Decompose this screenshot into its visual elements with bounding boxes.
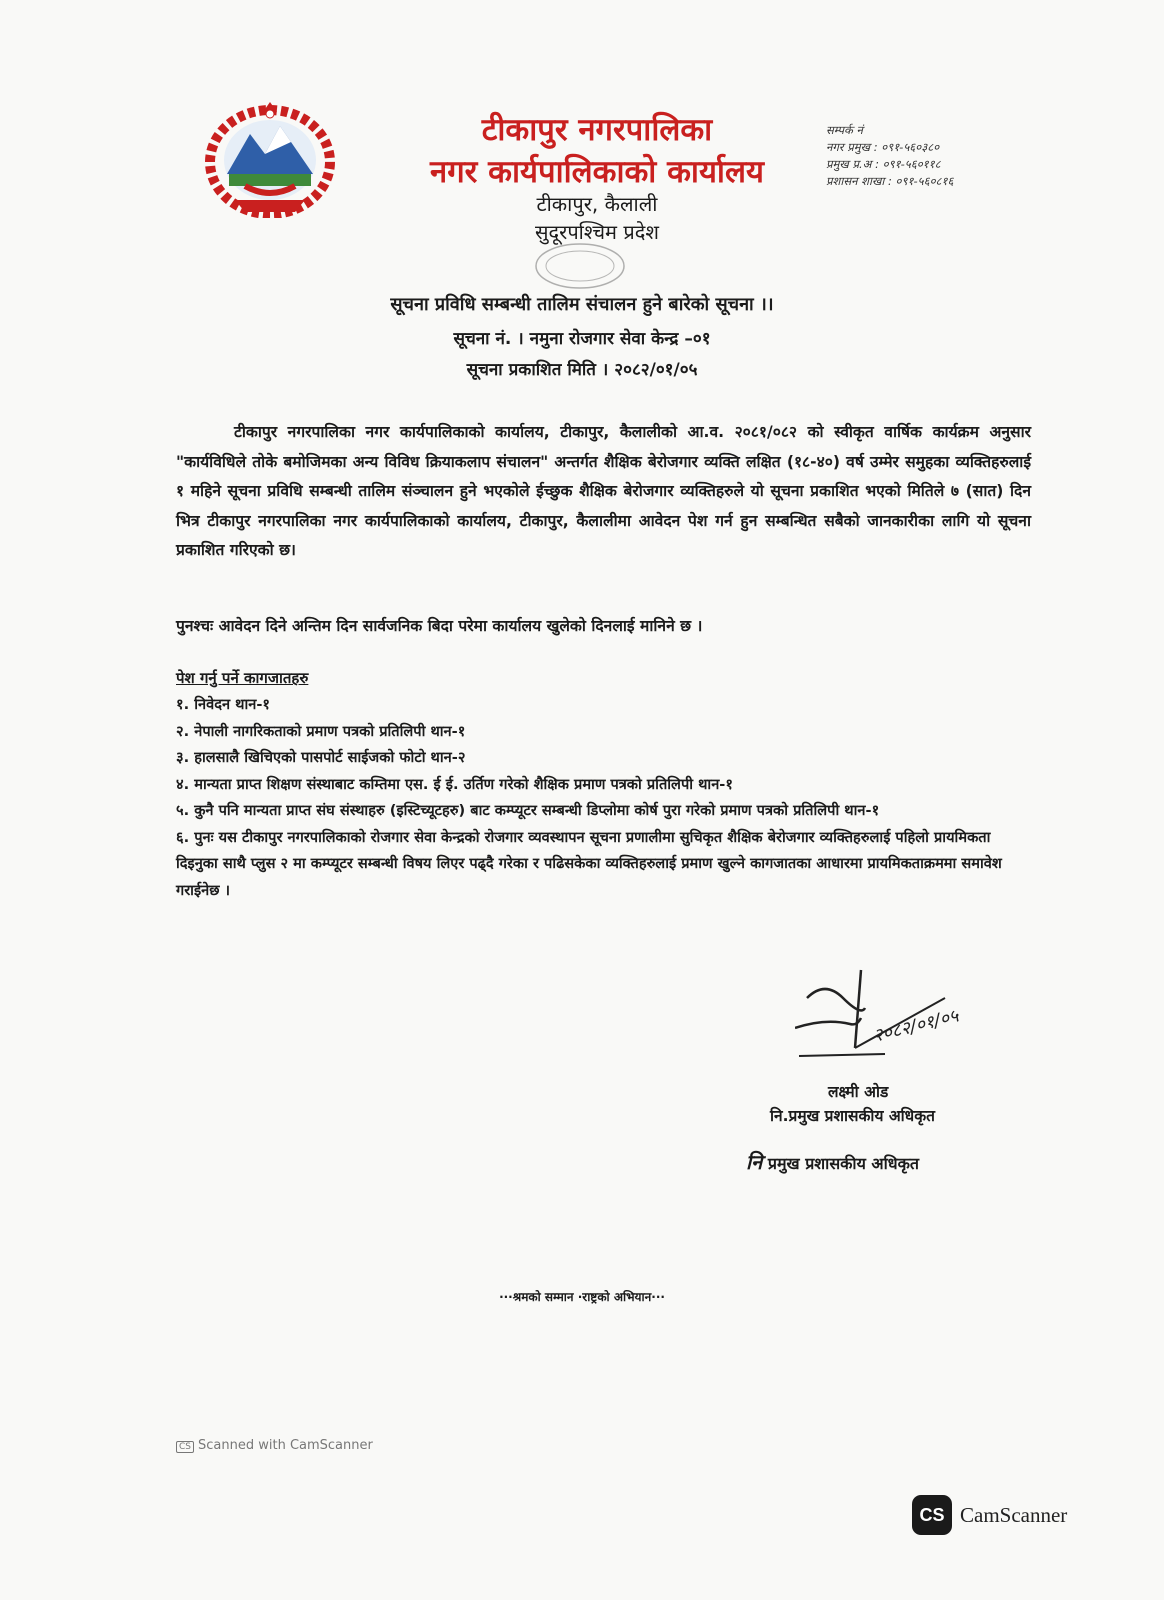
office-address-district: टीकापुर, कैलाली (536, 192, 658, 216)
scan-watermark: CS Scanned with CamScanner (176, 1438, 373, 1453)
signatory-name: लक्ष्मी ओड (828, 1083, 889, 1101)
footer-slogan: ···श्रमको सम्मान ·राष्ट्रको अभियान··· (499, 1290, 665, 1304)
documents-title: पेश गर्नु पर्ने कागजातहरु (176, 669, 309, 687)
contact-admin: प्रशासन शाखा : ०९१-५६०८१६ (826, 174, 954, 188)
list-item: ४. मान्यता प्राप्त शिक्षण संस्थाबाट कम्तिमा एस. ई ई. उर्तिण गरेको शैक्षिक प्रमाण पत्रको प्रतिलिपी थान-१ (176, 775, 733, 793)
signatory-title: नि.प्रमुख प्रशासकीय अधिकृत (770, 1107, 935, 1125)
office-address-province: सुदूरपश्चिम प्रदेश (535, 220, 659, 244)
notice-heading: सूचना प्रविधि सम्बन्धी तालिम संचालन हुने बारेको सूचना ।। (390, 294, 774, 315)
handwritten-signature (795, 968, 1005, 1060)
contact-numbers (826, 122, 954, 190)
documents-list (176, 692, 1031, 904)
office-title-municipality: टीकापुर नगरपालिका (481, 112, 713, 148)
contact-heading: सम्पर्क नं (826, 123, 863, 137)
notice-published-date: सूचना प्रकाशित मिति । २०८२/०१/०५ (466, 360, 698, 380)
contact-mayor: नगर प्रमुख : ०९१-५६०३८० (826, 140, 940, 154)
office-title-executive: नगर कार्यपालिकाको कार्यालय (430, 154, 764, 190)
camscanner-brand: CamScanner (960, 1503, 1068, 1527)
signatory-stamp-title: नि प्रमुख प्रशासकीय अधिकृत (746, 1150, 920, 1174)
list-item: २. नेपाली नागरिकताको प्रमाण पत्रको प्रतिलिपी थान-१ (176, 722, 466, 740)
cs-mini-icon: CS (176, 1441, 194, 1453)
signature-date: २०८२/०१/०५ (871, 1005, 961, 1047)
list-item: ३. हालसालै खिचिएको पासपोर्ट साईजको फोटो थान-२ (176, 749, 466, 766)
camscanner-icon: CS (912, 1495, 952, 1535)
list-item: ६. पुनः यस टीकापुर नगरपालिकाको रोजगार सेवा केन्द्रको रोजगार व्यवस्थापन सूचना प्रणालीमा सुचिकृत शैक्षिक बेरोजगार व्यक्तिहरुलाई पहिलो प्रायमिकता दिइनुका साथै प्लुस २ मा कम्प्यूटर सम्बन्धी विषय लिएर पढ्दै गरेका र पढिसकेका व्यक्तिहरुलाई प्रमाण खुल्ने कागजातका आधारमा प्रायमिकताक्रममा समावेश गराईनेछ । (176, 828, 1002, 899)
list-item: १. निवेदन थान-१ (176, 696, 270, 713)
notice-postscript: पुनश्चः आवेदन दिने अन्तिम दिन सार्वजनिक बिदा परेमा कार्यालय खुलेको दिनलाई मानिने छ । (176, 617, 703, 635)
contact-cao: प्रमुख प्र.अ : ०९१-५६०११८ (826, 157, 941, 171)
notice-body: टीकापुर नगरपालिका नगर कार्यपालिकाको कार्यालय, टीकापुर, कैलालीको आ.व. २०८१/०८२ को स्वीकृत वार्षिक कार्यक्रम अनुसार "कार्यविधिले तोके बमोजिमका अन्य विविध क्रियाकलाप संचालन" अन्तर्गत शैक्षिक बेरोजगार व्यक्ति लक्षित (१८-४०) वर्ष उम्मेर समुहका व्यक्तिहरुलाई १ महिने सूचना प्रविधि सम्बन्धी तालिम संञ्चालन हुने भएकोले ईच्छुक शैक्षिक बेरोजगार व्यक्तिहरुले यो सूचना प्रकाशित भएको मितिले ७ (सात) दिन भित्र टीकापुर नगरपालिका नगर कार्यपालिकाको कार्यालय, टीकापुर, कैलालीमा आवेदन पेश गर्न हुन सम्बन्धित सबैको जानकारीका लागि यो सूचना प्रकाशित गरिएको छ। (176, 423, 1031, 559)
notice-number: सूचना नं. । नमुना रोजगार सेवा केन्द्र –०१ (453, 329, 711, 349)
list-item: ५. कुनै पनि मान्यता प्राप्त संघ संस्थाहरु (इस्टिच्यूटहरु) बाट कम्प्यूटर सम्बन्धी डिप्लोमा कोर्ष पुरा गरेको प्रमाण पत्रको प्रतिलिपी थान-१ (176, 802, 880, 819)
office-stamp (530, 240, 630, 290)
